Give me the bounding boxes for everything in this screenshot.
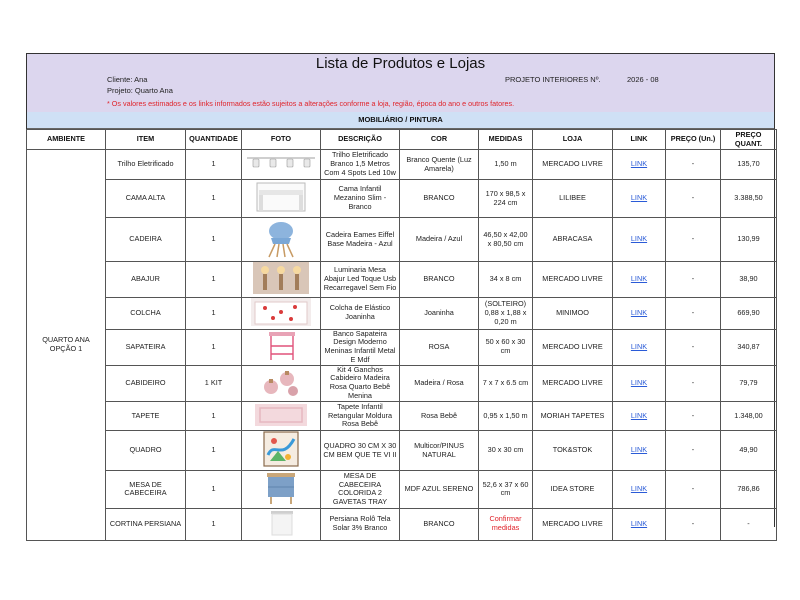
- quantity-cell: 1: [186, 329, 242, 365]
- table-row: [27, 431, 777, 471]
- unit-price-cell: -: [666, 297, 721, 329]
- store-cell: MERCADO LIVRE: [533, 329, 613, 365]
- total-price-cell: 49,90: [721, 431, 777, 471]
- color-cell: Rosa Bebê: [400, 401, 479, 431]
- table-header-row: [27, 130, 777, 150]
- item-cell: QUADRO: [106, 431, 186, 471]
- disclaimer-note: * Os valores estimados e os links informados estão sujeitos a alterações conforme a loja, região, época do ano e outros fatores.: [107, 99, 515, 108]
- col-ambiente: AMBIENTE: [27, 130, 106, 150]
- total-price-cell: 79,79: [721, 365, 777, 401]
- table-row: [27, 401, 777, 431]
- measures-cell: 34 x 8 cm: [479, 262, 533, 298]
- color-cell: BRANCO: [400, 508, 479, 540]
- store-cell: MERCADO LIVRE: [533, 365, 613, 401]
- unit-price-cell: -: [666, 150, 721, 180]
- photo-cell: [242, 431, 321, 471]
- blind-photo: [244, 509, 318, 540]
- store-cell: MERCADO LIVRE: [533, 262, 613, 298]
- link-cell: [613, 150, 666, 180]
- quantity-cell: 1: [186, 150, 242, 180]
- ambiente-cell: QUARTO ANA OPÇÃO 1: [27, 150, 106, 541]
- unit-price-cell: -: [666, 508, 721, 540]
- total-price-cell: 786,86: [721, 471, 777, 509]
- product-link[interactable]: LINK: [630, 410, 648, 420]
- track-light-photo: [244, 154, 318, 175]
- measures-cell: 0,95 x 1,50 m: [479, 401, 533, 431]
- item-cell: COLCHA: [106, 297, 186, 329]
- col-medidas: MEDIDAS: [479, 130, 533, 150]
- section-title: MOBILIÁRIO / PINTURA: [27, 112, 774, 129]
- description-cell: MESA DE CABECEIRA COLORIDA 2 GAVETAS TRAY: [321, 471, 400, 509]
- table-row: [27, 150, 777, 180]
- total-price-cell: 135,70: [721, 150, 777, 180]
- painting-photo: [244, 431, 318, 470]
- col-foto: FOTO: [242, 130, 321, 150]
- link-cell: [613, 508, 666, 540]
- item-cell: ABAJUR: [106, 262, 186, 298]
- table-row: [27, 262, 777, 298]
- link-cell: [613, 180, 666, 218]
- total-price-cell: 340,87: [721, 329, 777, 365]
- chair-photo: [244, 218, 318, 261]
- measures-cell: 7 x 7 x 6.5 cm: [479, 365, 533, 401]
- description-cell: Kit 4 Ganchos Cabideiro Madeira Rosa Quarto Bebê Menina: [321, 365, 400, 401]
- item-cell: MESA DE CABECEIRA: [106, 471, 186, 509]
- measures-cell: 52,6 x 37 x 60 cm: [479, 471, 533, 509]
- col-link: LINK: [613, 130, 666, 150]
- col-quantidade: QUANTIDADE: [186, 130, 242, 150]
- color-cell: ROSA: [400, 329, 479, 365]
- nightstand-photo: [244, 471, 318, 508]
- description-cell: QUADRO 30 CM X 30 CM BEM QUE TE VI II: [321, 431, 400, 471]
- table-row: [27, 329, 777, 365]
- color-cell: BRANCO: [400, 180, 479, 218]
- measures-cell: 1,50 m: [479, 150, 533, 180]
- store-cell: LILIBEE: [533, 180, 613, 218]
- store-cell: MORIAH TAPETES: [533, 401, 613, 431]
- col-preco-quant: PREÇO QUANT.: [721, 130, 777, 150]
- measures-cell: 30 x 30 cm: [479, 431, 533, 471]
- item-cell: CORTINA PERSIANA: [106, 508, 186, 540]
- project-number-label: PROJETO INTERIORES Nº.: [505, 75, 601, 84]
- quilt-photo: [244, 298, 318, 329]
- col-preco-un: PREÇO (Un.): [666, 130, 721, 150]
- page-title: Lista de Produtos e Lojas: [315, 55, 486, 72]
- description-cell: Trilho Eletrificado Branco 1,5 Metros Com 4 Spots Led 10w: [321, 150, 400, 180]
- description-cell: Banco Sapateira Design Moderno Meninas Infantil Metal E Mdf: [321, 329, 400, 365]
- quantity-cell: 1: [186, 297, 242, 329]
- unit-price-cell: -: [666, 180, 721, 218]
- product-link[interactable]: LINK: [630, 341, 648, 351]
- link-cell: [613, 297, 666, 329]
- measures-cell: 46,50 x 42,00 x 80,50 cm: [479, 218, 533, 262]
- total-price-cell: 130,99: [721, 218, 777, 262]
- col-loja: LOJA: [533, 130, 613, 150]
- photo-cell: [242, 329, 321, 365]
- color-cell: BRANCO: [400, 262, 479, 298]
- table-row: [27, 297, 777, 329]
- link-cell: [613, 218, 666, 262]
- quantity-cell: 1: [186, 401, 242, 431]
- product-link[interactable]: LINK: [630, 307, 648, 317]
- table-row: [27, 180, 777, 218]
- photo-cell: [242, 365, 321, 401]
- item-cell: CADEIRA: [106, 218, 186, 262]
- product-link[interactable]: LINK: [630, 274, 648, 283]
- quantity-cell: 1: [186, 471, 242, 509]
- product-link[interactable]: LINK: [630, 234, 648, 244]
- item-cell: CAMA ALTA: [106, 180, 186, 218]
- photo-cell: [242, 471, 321, 509]
- project-label: Projeto: Quarto Ana: [107, 86, 173, 95]
- link-cell: [613, 401, 666, 431]
- color-cell: MDF AZUL SERENO: [400, 471, 479, 509]
- lamp-photo: [244, 262, 318, 297]
- col-descricao: DESCRIÇÃO: [321, 130, 400, 150]
- total-price-cell: -: [721, 508, 777, 540]
- table-row: [27, 471, 777, 509]
- loft-bed-photo: [244, 180, 318, 217]
- photo-cell: [242, 401, 321, 431]
- unit-price-cell: -: [666, 329, 721, 365]
- unit-price-cell: -: [666, 262, 721, 298]
- product-link[interactable]: LINK: [630, 484, 648, 493]
- photo-cell: [242, 297, 321, 329]
- project-number: 2026 - 08: [627, 75, 659, 84]
- item-cell: CABIDEIRO: [106, 365, 186, 401]
- client-label: Cliente: Ana: [107, 75, 148, 84]
- description-cell: Persiana Rolô Tela Solar 3% Branco: [321, 508, 400, 540]
- quantity-cell: 1: [186, 508, 242, 540]
- link-cell: [613, 329, 666, 365]
- color-cell: Joaninha: [400, 297, 479, 329]
- link-cell: [613, 365, 666, 401]
- measures-cell: 50 x 60 x 30 cm: [479, 329, 533, 365]
- product-link[interactable]: LINK: [630, 518, 648, 528]
- quantity-cell: 1: [186, 218, 242, 262]
- photo-cell: [242, 218, 321, 262]
- unit-price-cell: -: [666, 431, 721, 471]
- hooks-photo: [244, 367, 318, 400]
- table-row: [27, 218, 777, 262]
- total-price-cell: 669,90: [721, 297, 777, 329]
- store-cell: IDEA STORE: [533, 471, 613, 509]
- link-cell: [613, 262, 666, 298]
- unit-price-cell: -: [666, 471, 721, 509]
- quantity-cell: 1: [186, 180, 242, 218]
- quantity-cell: 1: [186, 262, 242, 298]
- measures-cell: Confirmar medidas: [479, 508, 533, 540]
- description-cell: Cadeira Eames Eiffel Base Madeira - Azul: [321, 218, 400, 262]
- table-row: [27, 365, 777, 401]
- quantity-cell: 1: [186, 431, 242, 471]
- quantity-cell: 1 KIT: [186, 365, 242, 401]
- products-table: [26, 129, 777, 541]
- product-link[interactable]: LINK: [630, 159, 648, 169]
- color-cell: Multicor/PINUS NATURAL: [400, 431, 479, 471]
- total-price-cell: 1.348,00: [721, 401, 777, 431]
- store-cell: TOK&STOK: [533, 431, 613, 471]
- description-cell: Tapete Infantil Retangular Moldura Rosa Bebê: [321, 401, 400, 431]
- description-cell: Cama Infantil Mezanino Slim - Branco: [321, 180, 400, 218]
- description-cell: Luminaria Mesa Abajur Led Toque Usb Recarregavel Sem Fio: [321, 262, 400, 298]
- color-cell: Madeira / Rosa: [400, 365, 479, 401]
- item-cell: SAPATEIRA: [106, 329, 186, 365]
- product-link[interactable]: LINK: [630, 377, 648, 387]
- color-cell: Branco Quente (Luz Amarela): [400, 150, 479, 180]
- product-link[interactable]: LINK: [630, 193, 648, 203]
- store-cell: MERCADO LIVRE: [533, 508, 613, 540]
- item-cell: TAPETE: [106, 401, 186, 431]
- store-cell: ABRACASA: [533, 218, 613, 262]
- unit-price-cell: -: [666, 365, 721, 401]
- link-cell: [613, 471, 666, 509]
- rug-photo: [244, 402, 318, 431]
- col-cor: COR: [400, 130, 479, 150]
- unit-price-cell: -: [666, 218, 721, 262]
- item-cell: Trilho Eletrificado: [106, 150, 186, 180]
- store-cell: MERCADO LIVRE: [533, 150, 613, 180]
- photo-cell: [242, 262, 321, 298]
- col-item: ITEM: [106, 130, 186, 150]
- color-cell: Madeira / Azul: [400, 218, 479, 262]
- description-cell: Colcha de Elástico Joaninha: [321, 297, 400, 329]
- total-price-cell: 3.388,50: [721, 180, 777, 218]
- total-price-cell: 38,90: [721, 262, 777, 298]
- product-link[interactable]: LINK: [630, 445, 648, 455]
- photo-cell: [242, 150, 321, 180]
- shoe-rack-photo: [244, 330, 318, 365]
- store-cell: MINIMOO: [533, 297, 613, 329]
- sheet-header: [27, 54, 774, 113]
- link-cell: [613, 431, 666, 471]
- measures-cell: 170 x 98,5 x 224 cm: [479, 180, 533, 218]
- photo-cell: [242, 180, 321, 218]
- unit-price-cell: -: [666, 401, 721, 431]
- photo-cell: [242, 508, 321, 540]
- spreadsheet: [26, 53, 775, 533]
- table-row: [27, 508, 777, 540]
- measures-cell: (SOLTEIRO) 0,88 x 1,88 x 0,20 m: [479, 297, 533, 329]
